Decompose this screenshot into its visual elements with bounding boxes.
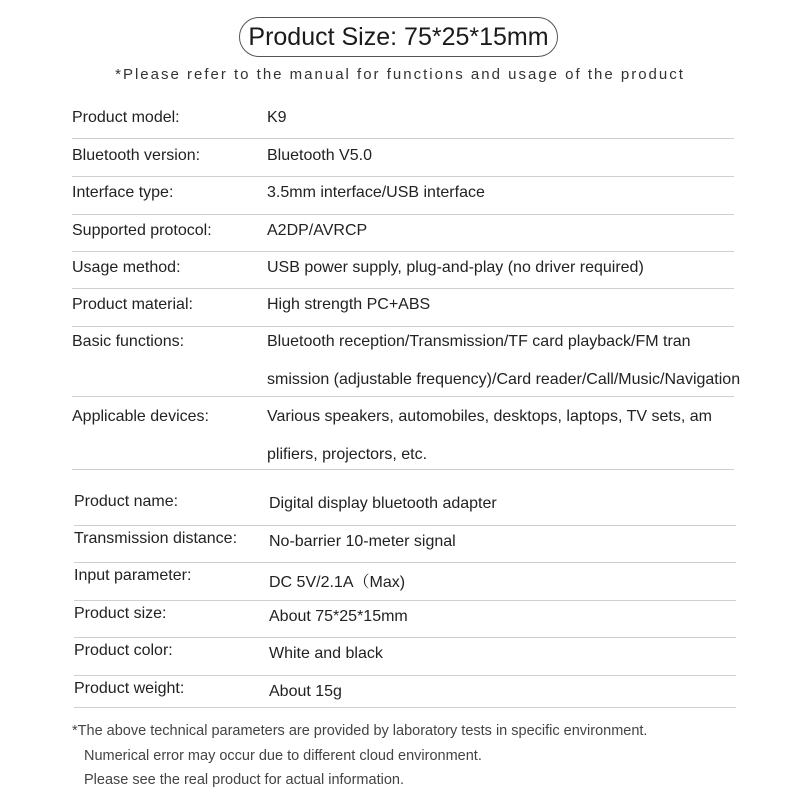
spec-label: Input parameter: (74, 567, 192, 584)
spec-value: High strength PC+ABS (267, 296, 431, 313)
spec-row-usage-method (72, 252, 734, 289)
spec-value: DC 5V/2.1A（Max) (269, 574, 406, 591)
manual-notice: *Please refer to the manual for functions and usage of the product (115, 66, 685, 83)
spec-value-continued: plifiers, projectors, etc. (267, 446, 428, 463)
spec-row-product-size (74, 601, 736, 638)
spec-row-interface-type (72, 177, 734, 215)
spec-value: Bluetooth V5.0 (267, 147, 372, 164)
spec-row-input-parameter (74, 563, 736, 601)
spec-label: Product weight: (74, 680, 185, 697)
spec-row-protocol (72, 215, 734, 252)
product-size-title (239, 17, 558, 57)
spec-value: A2DP/AVRCP (267, 222, 368, 239)
spec-label: Product color: (74, 642, 173, 659)
spec-label: Interface type: (72, 184, 174, 201)
spec-row-applicable-devices (72, 397, 734, 470)
spec-row-model (72, 100, 734, 139)
spec-value: Bluetooth reception/Transmission/TF card playback/FM tran (267, 333, 691, 350)
spec-label: Usage method: (72, 259, 181, 276)
spec-label: Basic functions: (72, 333, 185, 350)
spec-value: White and black (269, 645, 383, 662)
spec-row-product-name (74, 485, 736, 526)
spec-label: Applicable devices: (72, 408, 209, 425)
spec-value-continued: smission (adjustable frequency)/Card reader/Call/Music/Navigation (267, 371, 741, 388)
spec-row-material (72, 289, 734, 327)
spec-label: Product material: (72, 296, 193, 313)
spec-label: Product name: (74, 493, 179, 510)
spec-label: Supported protocol: (72, 222, 212, 239)
spec-row-product-weight (74, 676, 736, 708)
spec-value: About 15g (269, 683, 342, 700)
footnote-line: *The above technical parameters are provided by laboratory tests in specific environment. (72, 723, 648, 739)
spec-label: Product model: (72, 109, 180, 126)
spec-value: No-barrier 10-meter signal (269, 533, 456, 550)
spec-value: Various speakers, automobiles, desktops, laptops, TV sets, am (267, 408, 712, 425)
spec-value: USB power supply, plug-and-play (no driver required) (267, 259, 644, 276)
spec-value: Digital display bluetooth adapter (269, 495, 497, 512)
spec-row-basic-functions (72, 327, 741, 397)
footnote-line: Please see the real product for actual information. (84, 772, 404, 788)
spec-row-bluetooth-version (72, 139, 734, 177)
spec-value: K9 (267, 109, 287, 126)
title-text: Product Size: 75*25*15mm (248, 22, 549, 51)
spec-label: Product size: (74, 605, 167, 622)
spec-value: 3.5mm interface/USB interface (267, 184, 485, 201)
spec-row-product-color (74, 638, 736, 676)
spec-row-transmission-distance (74, 526, 736, 563)
footnote-line: Numerical error may occur due to different cloud environment. (84, 748, 482, 764)
spec-value: About 75*25*15mm (269, 608, 408, 625)
spec-label: Transmission distance: (74, 530, 238, 547)
spec-label: Bluetooth version: (72, 147, 201, 164)
